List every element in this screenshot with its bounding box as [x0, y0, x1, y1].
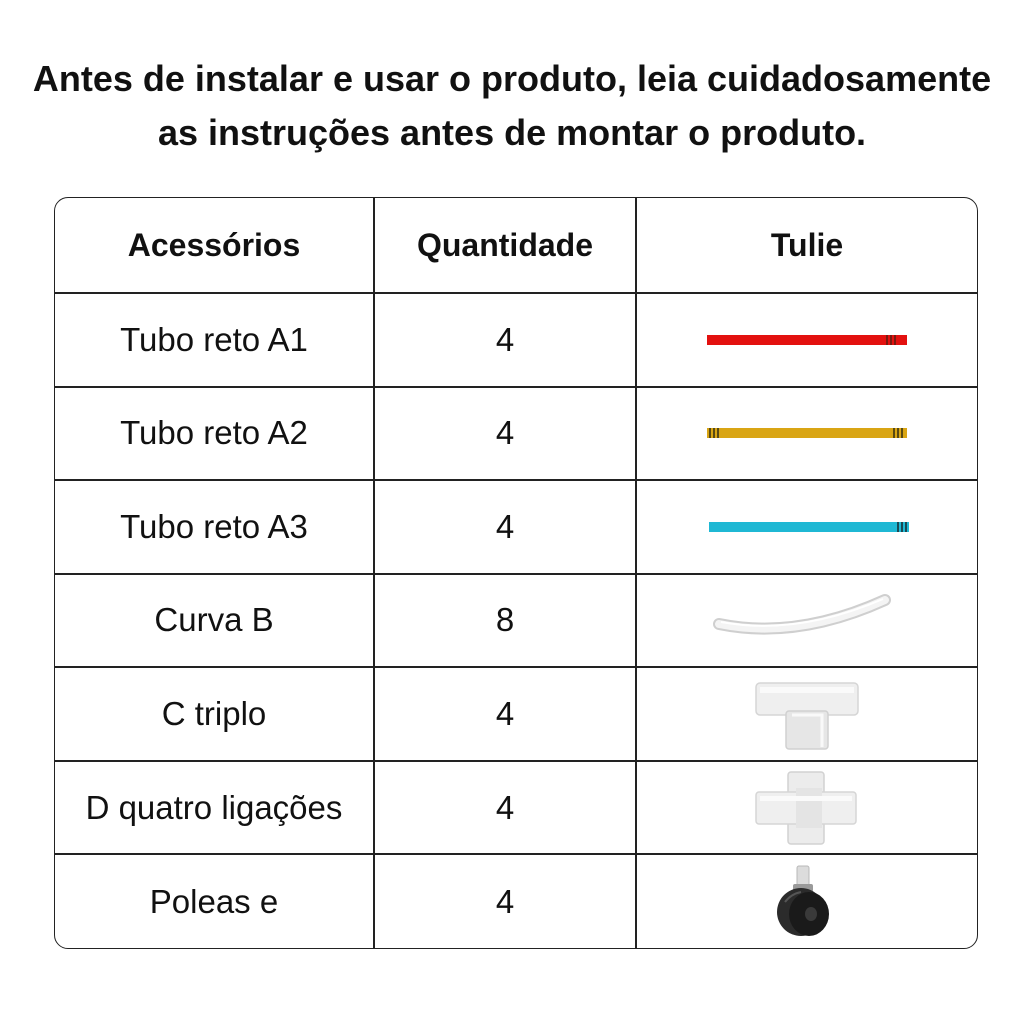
caster-wheel-icon: [767, 862, 847, 942]
accessory-name: Tubo reto A2: [55, 387, 374, 481]
accessory-quantity: 4: [374, 667, 636, 761]
cyan-straight-tube-icon: [697, 517, 917, 537]
accessory-quantity: 4: [374, 387, 636, 481]
accessory-quantity: 4: [374, 854, 636, 948]
yellow-straight-tube-icon: [697, 423, 917, 443]
accessories-table: [54, 197, 978, 949]
accessory-name: Tubo reto A1: [55, 293, 374, 387]
header-quantity: Quantidade: [374, 198, 636, 293]
table-row: [55, 574, 977, 668]
table-row: [55, 480, 977, 574]
table-header-row: [55, 198, 977, 293]
header-tulie: Tulie: [636, 198, 977, 293]
table-row: [55, 761, 977, 855]
accessory-name: Curva B: [55, 574, 374, 668]
accessory-name: D quatro ligações: [55, 761, 374, 855]
table-row: [55, 293, 977, 387]
accessory-quantity: 4: [374, 293, 636, 387]
accessory-quantity: 4: [374, 761, 636, 855]
instructions-heading: [0, 52, 1024, 160]
accessory-name: C triplo: [55, 667, 374, 761]
table-row: [55, 387, 977, 481]
table-row: [55, 667, 977, 761]
instructions-line-2: as instruções antes de montar o produto.: [157, 112, 867, 153]
header-accessories: Acessórios: [55, 198, 374, 293]
curved-tube-icon: [707, 590, 907, 650]
accessory-quantity: 4: [374, 480, 636, 574]
instructions-line-1: Antes de instalar e usar o produto, leia cuidadosamente: [32, 58, 992, 99]
tee-connector-icon: [752, 677, 862, 752]
accessory-quantity: 8: [374, 574, 636, 668]
accessory-name: Tubo reto A3: [55, 480, 374, 574]
table-row: [55, 854, 977, 948]
red-straight-tube-icon: [697, 330, 917, 350]
accessory-name: Poleas e: [55, 854, 374, 948]
cross-connector-icon: [752, 768, 862, 848]
